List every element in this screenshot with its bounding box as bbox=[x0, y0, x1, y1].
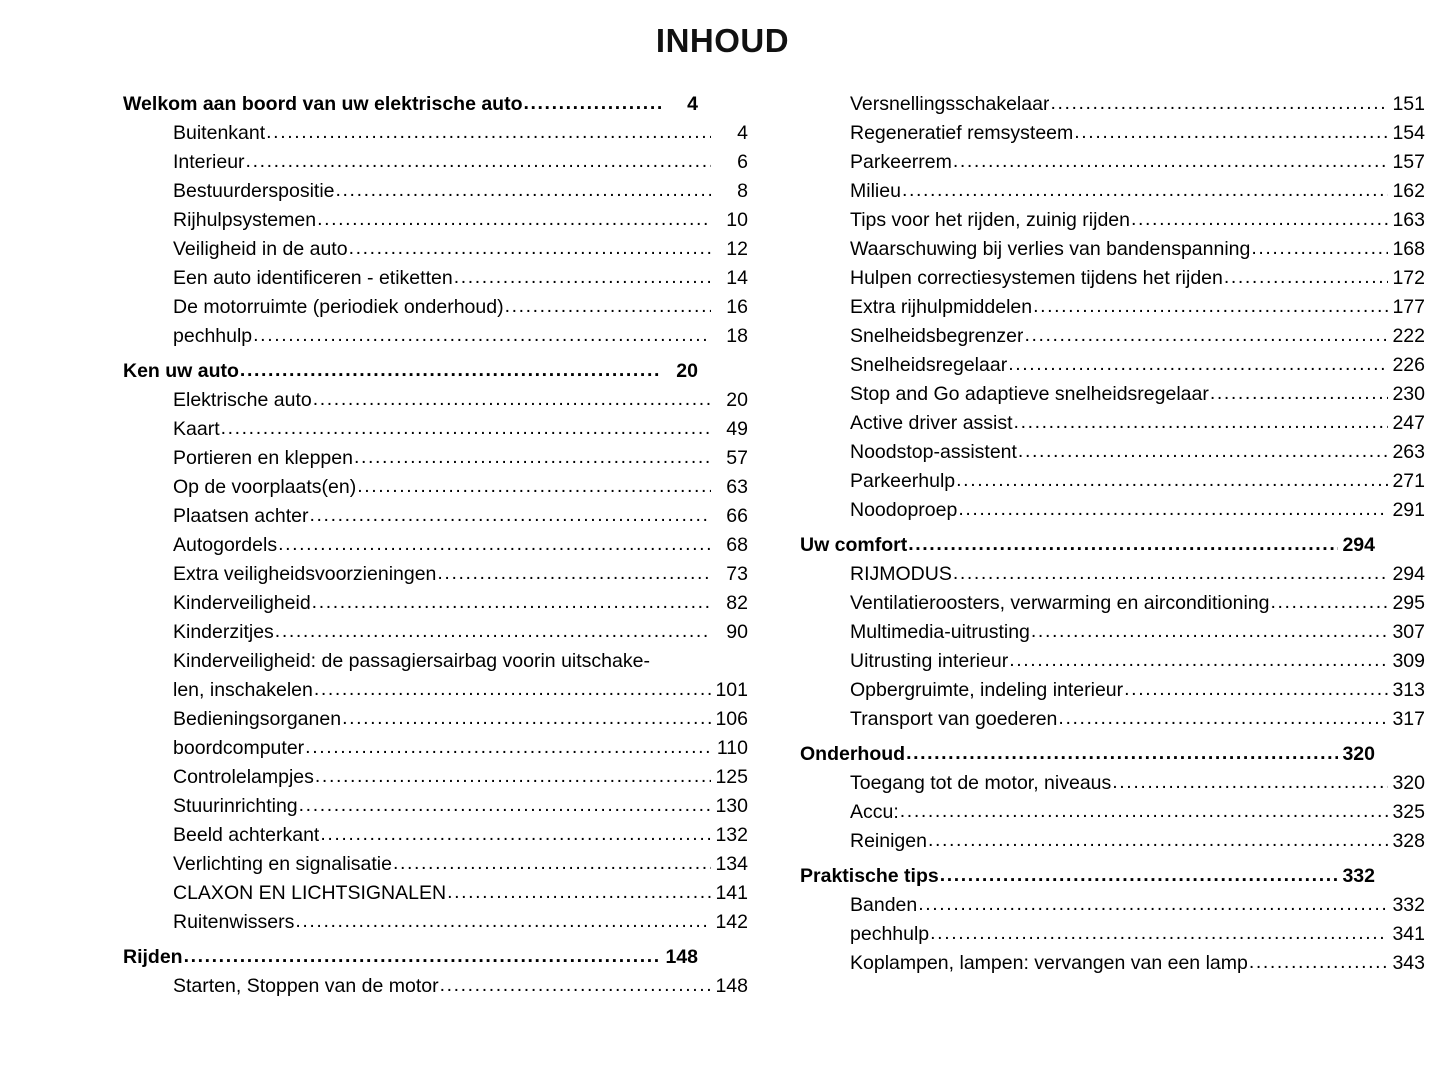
toc-entry-label: Beeld achterkant bbox=[173, 824, 320, 846]
toc-page-number: 162 bbox=[1392, 180, 1425, 202]
toc-page-number: 294 bbox=[1392, 563, 1425, 585]
toc-entry-label: Controlelampjes bbox=[173, 766, 314, 788]
toc-page-number: 68 bbox=[726, 534, 748, 556]
toc-page-number: 151 bbox=[1392, 93, 1425, 115]
toc-dot-leader bbox=[295, 907, 711, 936]
toc-dot-leader bbox=[342, 704, 711, 733]
toc-section-entry[interactable] bbox=[123, 90, 698, 119]
toc-entry-label: Kinderzitjes bbox=[173, 621, 274, 643]
toc-entry-label: Transport van goederen bbox=[850, 708, 1058, 730]
toc-sub-entry[interactable] bbox=[800, 676, 1425, 705]
toc-dot-leader bbox=[1074, 118, 1388, 147]
toc-dot-leader bbox=[440, 971, 711, 1000]
toc-entry-label: Multimedia-uitrusting bbox=[850, 621, 1030, 643]
toc-sub-entry[interactable] bbox=[123, 763, 748, 792]
toc-page-number: 309 bbox=[1392, 650, 1425, 672]
toc-dot-leader bbox=[505, 292, 711, 321]
toc-dot-leader bbox=[314, 675, 711, 704]
toc-sub-entry[interactable] bbox=[123, 908, 748, 937]
toc-entry-label: Uitrusting interieur bbox=[850, 650, 1009, 672]
toc-page-number: 291 bbox=[1392, 499, 1425, 521]
toc-entry-label: Op de voorplaats(en) bbox=[173, 476, 357, 498]
toc-sub-entry[interactable] bbox=[123, 386, 748, 415]
toc-page-number: 328 bbox=[1392, 830, 1425, 852]
toc-dot-leader bbox=[437, 559, 711, 588]
page-title: INHOUD bbox=[655, 22, 790, 59]
toc-dot-leader bbox=[317, 205, 711, 234]
toc-page-number: 18 bbox=[726, 325, 748, 347]
toc-sub-entry[interactable] bbox=[123, 502, 748, 531]
toc-page-number: 130 bbox=[715, 795, 748, 817]
toc-sub-entry[interactable] bbox=[123, 119, 748, 148]
toc-sub-entry[interactable] bbox=[800, 235, 1425, 264]
toc-entry-label: Veiligheid in de auto bbox=[173, 238, 348, 260]
toc-sub-entry[interactable] bbox=[123, 206, 748, 235]
toc-dot-leader bbox=[1018, 437, 1388, 466]
toc-entry-label: Snelheidsregelaar bbox=[850, 354, 1008, 376]
toc-page-number: 10 bbox=[726, 209, 748, 231]
toc-sub-entry[interactable] bbox=[800, 206, 1425, 235]
toc-sub-entry[interactable] bbox=[123, 792, 748, 821]
toc-sub-entry[interactable] bbox=[123, 235, 748, 264]
toc-entry-label: Rijhulpsystemen bbox=[173, 209, 317, 231]
toc-column-left bbox=[123, 90, 748, 1001]
toc-dot-leader bbox=[393, 849, 711, 878]
toc-entry-label: Regeneratief remsysteem bbox=[850, 122, 1074, 144]
toc-sub-entry[interactable] bbox=[123, 444, 748, 473]
toc-page-number: 6 bbox=[737, 151, 748, 173]
toc-sub-entry[interactable] bbox=[123, 560, 748, 589]
toc-page-number: 134 bbox=[715, 853, 748, 875]
toc-section-entry[interactable] bbox=[123, 943, 698, 972]
toc-section-entry[interactable] bbox=[800, 862, 1375, 891]
toc-page-number: 125 bbox=[715, 766, 748, 788]
toc-dot-leader bbox=[305, 733, 711, 762]
toc-page-number: 8 bbox=[737, 180, 748, 202]
toc-sub-entry[interactable] bbox=[123, 264, 748, 293]
toc-sub-entry[interactable] bbox=[123, 972, 748, 1001]
toc-dot-leader bbox=[221, 414, 711, 443]
toc-entry-label: pechhulp bbox=[850, 923, 930, 945]
toc-dot-leader bbox=[246, 147, 711, 176]
toc-page-number: 263 bbox=[1392, 441, 1425, 463]
toc-entry-label: Welkom aan boord van uw elektrische auto bbox=[123, 93, 523, 115]
toc-sub-entry[interactable] bbox=[800, 438, 1425, 467]
toc-dot-leader bbox=[1251, 234, 1388, 263]
toc-sub-entry[interactable] bbox=[800, 293, 1425, 322]
toc-dot-leader bbox=[336, 176, 711, 205]
toc-entry-label: Noodoproep bbox=[850, 499, 958, 521]
toc-page-number: 247 bbox=[1392, 412, 1425, 434]
toc-page-number: 101 bbox=[715, 679, 748, 701]
toc-page-number: 295 bbox=[1392, 592, 1425, 614]
toc-dot-leader bbox=[315, 762, 711, 791]
toc-entry-label: CLAXON EN LICHTSIGNALEN bbox=[173, 882, 447, 904]
toc-entry-label: Starten, Stoppen van de motor bbox=[173, 975, 439, 997]
toc-dot-leader bbox=[1112, 768, 1388, 797]
toc-page-number: 4 bbox=[687, 93, 698, 115]
toc-page-number: 20 bbox=[726, 389, 748, 411]
toc-page-number: 341 bbox=[1392, 923, 1425, 945]
toc-page-number: 57 bbox=[726, 447, 748, 469]
toc-sub-entry[interactable] bbox=[123, 148, 748, 177]
toc-sub-entry[interactable] bbox=[123, 676, 748, 705]
toc-entry-label: Bestuurderspositie bbox=[173, 180, 335, 202]
toc-sub-entry[interactable] bbox=[800, 322, 1425, 351]
toc-sub-entry[interactable] bbox=[123, 322, 748, 351]
toc-page-number: 313 bbox=[1392, 679, 1425, 701]
toc-dot-leader bbox=[1224, 263, 1388, 292]
toc-dot-leader bbox=[354, 443, 711, 472]
toc-page-number: 332 bbox=[1392, 894, 1425, 916]
toc-sub-entry[interactable] bbox=[123, 618, 748, 647]
toc-column-right bbox=[800, 90, 1425, 978]
toc-page-number: 157 bbox=[1392, 151, 1425, 173]
toc-dot-leader bbox=[447, 878, 711, 907]
toc-sub-entry[interactable] bbox=[800, 798, 1425, 827]
toc-entry-label: Parkeerrem bbox=[850, 151, 952, 173]
toc-sub-entry[interactable] bbox=[800, 119, 1425, 148]
toc-dot-leader bbox=[900, 797, 1388, 826]
toc-entry-label: Tips voor het rijden, zuinig rijden bbox=[850, 209, 1130, 231]
toc-sub-entry[interactable] bbox=[800, 769, 1425, 798]
toc-entry-label: Extra rijhulpmiddelen bbox=[850, 296, 1033, 318]
toc-dot-leader bbox=[349, 234, 711, 263]
toc-dot-leader bbox=[1050, 89, 1388, 118]
toc-entry-label: Noodstop-assistent bbox=[850, 441, 1017, 463]
toc-sub-entry[interactable] bbox=[123, 879, 748, 908]
toc-dot-leader bbox=[1210, 379, 1388, 408]
toc-entry-label: RIJMODUS bbox=[850, 563, 952, 585]
toc-sub-entry[interactable] bbox=[800, 618, 1425, 647]
toc-entry-label: Parkeerhulp bbox=[850, 470, 956, 492]
toc-sub-entry[interactable] bbox=[800, 351, 1425, 380]
toc-entry-label: De motorruimte (periodiek onderhoud) bbox=[173, 296, 504, 318]
toc-entry-label: Portieren en kleppen bbox=[173, 447, 353, 469]
toc-sub-entry[interactable] bbox=[800, 148, 1425, 177]
toc-page-number: 230 bbox=[1392, 383, 1425, 405]
toc-sub-entry[interactable] bbox=[123, 647, 748, 676]
toc-dot-leader bbox=[278, 530, 711, 559]
toc-dot-leader bbox=[1058, 704, 1388, 733]
toc-sub-entry[interactable] bbox=[123, 705, 748, 734]
toc-dot-leader bbox=[1014, 408, 1388, 437]
toc-sub-entry[interactable] bbox=[800, 90, 1425, 119]
toc-page-number: 172 bbox=[1392, 267, 1425, 289]
toc-entry-label: Stuurinrichting bbox=[173, 795, 298, 817]
toc-sub-entry[interactable] bbox=[123, 177, 748, 206]
toc-entry-label: Rijden bbox=[123, 946, 183, 968]
toc-entry-label: Toegang tot de motor, niveaus bbox=[850, 772, 1112, 794]
toc-dot-leader bbox=[1008, 350, 1388, 379]
toc-entry-label: Kinderveiligheid: de passagiersairbag voorin uitschake- bbox=[173, 650, 650, 672]
toc-page-number: 12 bbox=[726, 238, 748, 260]
toc-dot-leader bbox=[902, 176, 1388, 205]
toc-sub-entry[interactable] bbox=[123, 531, 748, 560]
toc-page-number: 82 bbox=[726, 592, 748, 614]
toc-entry-label: Extra veiligheidsvoorzieningen bbox=[173, 563, 437, 585]
toc-sub-entry[interactable] bbox=[800, 949, 1425, 978]
toc-sub-entry[interactable] bbox=[123, 850, 748, 879]
toc-entry-label: Elektrische auto bbox=[173, 389, 312, 411]
toc-dot-leader bbox=[320, 820, 711, 849]
toc-entry-label: Ventilatieroosters, verwarming en airconditioning bbox=[850, 592, 1270, 614]
toc-sub-entry[interactable] bbox=[800, 589, 1425, 618]
toc-page-number: 20 bbox=[676, 360, 698, 382]
toc-sub-entry[interactable] bbox=[800, 177, 1425, 206]
toc-page-number: 14 bbox=[726, 267, 748, 289]
toc-entry-label: pechhulp bbox=[173, 325, 253, 347]
toc-entry-label: Kaart bbox=[173, 418, 220, 440]
toc-dot-leader bbox=[930, 919, 1388, 948]
toc-dot-leader bbox=[1009, 646, 1388, 675]
toc-dot-leader bbox=[1131, 205, 1388, 234]
toc-sub-entry[interactable] bbox=[123, 415, 748, 444]
toc-dot-leader bbox=[1031, 617, 1388, 646]
toc-entry-label: Waarschuwing bij verlies van bandenspanning bbox=[850, 238, 1251, 260]
toc-dot-leader bbox=[940, 861, 1338, 890]
toc-page-number: 307 bbox=[1392, 621, 1425, 643]
toc-dot-leader bbox=[184, 942, 661, 971]
toc-entry-label: Snelheidsbegrenzer bbox=[850, 325, 1024, 347]
toc-dot-leader bbox=[357, 472, 711, 501]
toc-entry-label: Ken uw auto bbox=[123, 360, 239, 382]
toc-dot-leader bbox=[1270, 588, 1388, 617]
toc-dot-leader bbox=[953, 559, 1388, 588]
toc-dot-leader bbox=[1033, 292, 1388, 321]
toc-entry-label: Koplampen, lampen: vervangen van een lamp bbox=[850, 952, 1248, 974]
toc-page-number: 4 bbox=[737, 122, 748, 144]
toc-dot-leader bbox=[524, 89, 662, 118]
toc-dot-leader bbox=[266, 118, 711, 147]
toc-dot-leader bbox=[953, 147, 1388, 176]
toc-sub-entry[interactable] bbox=[800, 827, 1425, 856]
toc-entry-label: Reinigen bbox=[850, 830, 927, 852]
toc-page-number: 317 bbox=[1392, 708, 1425, 730]
toc-dot-leader bbox=[312, 588, 711, 617]
toc-page-number: 63 bbox=[726, 476, 748, 498]
toc-page-number: 325 bbox=[1392, 801, 1425, 823]
toc-sub-entry[interactable] bbox=[800, 891, 1425, 920]
toc-entry-label: Banden bbox=[850, 894, 918, 916]
toc-entry-label: len, inschakelen bbox=[173, 679, 313, 701]
toc-page-number: 73 bbox=[726, 563, 748, 585]
toc-page-number: 163 bbox=[1392, 209, 1425, 231]
toc-dot-leader bbox=[1124, 675, 1388, 704]
toc-entry-label: Ruitenwissers bbox=[173, 911, 295, 933]
toc-sub-entry[interactable] bbox=[123, 293, 748, 322]
toc-entry-label: Buitenkant bbox=[173, 122, 266, 144]
toc-sub-entry[interactable] bbox=[800, 409, 1425, 438]
toc-sub-entry[interactable] bbox=[123, 473, 748, 502]
toc-dot-leader bbox=[1024, 321, 1388, 350]
toc-dot-leader bbox=[1249, 948, 1388, 977]
toc-dot-leader bbox=[313, 385, 711, 414]
toc-page-number: 141 bbox=[715, 882, 748, 904]
toc-dot-leader bbox=[918, 890, 1388, 919]
toc-dot-leader bbox=[310, 501, 711, 530]
toc-entry-label: boordcomputer bbox=[173, 737, 305, 759]
toc-entry-label: Versnellingsschakelaar bbox=[850, 93, 1050, 115]
toc-entry-label: Active driver assist bbox=[850, 412, 1013, 434]
toc-page-number: 226 bbox=[1392, 354, 1425, 376]
toc-page-number: 154 bbox=[1392, 122, 1425, 144]
toc-dot-leader bbox=[299, 791, 711, 820]
toc-dot-leader bbox=[956, 466, 1388, 495]
toc-dot-leader bbox=[454, 263, 711, 292]
toc-page-number: 343 bbox=[1392, 952, 1425, 974]
toc-sub-entry[interactable] bbox=[800, 705, 1425, 734]
toc-entry-label: Onderhoud bbox=[800, 743, 906, 765]
toc-page-number: 148 bbox=[665, 946, 698, 968]
toc-page-number: 148 bbox=[715, 975, 748, 997]
toc-page-number: 271 bbox=[1392, 470, 1425, 492]
toc-entry-label: Milieu bbox=[850, 180, 901, 202]
toc-sub-entry[interactable] bbox=[123, 589, 748, 618]
toc-entry-label: Een auto identificeren - etiketten bbox=[173, 267, 453, 289]
toc-entry-label: Autogordels bbox=[173, 534, 278, 556]
toc-dot-leader bbox=[928, 826, 1388, 855]
toc-entry-label: Verlichting en signalisatie bbox=[173, 853, 392, 875]
toc-entry-label: Bedieningsorganen bbox=[173, 708, 342, 730]
toc-dot-leader bbox=[908, 530, 1338, 559]
toc-sub-entry[interactable] bbox=[800, 920, 1425, 949]
toc-page-number: 168 bbox=[1392, 238, 1425, 260]
toc-entry-label: Interieur bbox=[173, 151, 245, 173]
toc-sub-entry[interactable] bbox=[123, 734, 748, 763]
toc-sub-entry[interactable] bbox=[800, 647, 1425, 676]
toc-page-number: 320 bbox=[1392, 772, 1425, 794]
toc-entry-label: Praktische tips bbox=[800, 865, 939, 887]
toc-page-number: 320 bbox=[1342, 743, 1375, 765]
toc-dot-leader bbox=[253, 321, 711, 350]
toc-page-number: 332 bbox=[1342, 865, 1375, 887]
toc-dot-leader bbox=[240, 356, 661, 385]
toc-entry-label: Opbergruimte, indeling interieur bbox=[850, 679, 1124, 701]
toc-sub-entry[interactable] bbox=[800, 380, 1425, 409]
toc-page-number: 142 bbox=[715, 911, 748, 933]
toc-page-number: 66 bbox=[726, 505, 748, 527]
toc-page-number: 222 bbox=[1392, 325, 1425, 347]
toc-page-number: 110 bbox=[716, 737, 748, 759]
toc-sub-entry[interactable] bbox=[123, 821, 748, 850]
toc-section-entry[interactable] bbox=[800, 740, 1375, 769]
toc-entry-label: Accu: bbox=[850, 801, 899, 823]
toc-page-number: 106 bbox=[715, 708, 748, 730]
toc-dot-leader bbox=[958, 495, 1388, 524]
toc-entry-label: Kinderveiligheid bbox=[173, 592, 311, 614]
toc-page-number: 294 bbox=[1342, 534, 1375, 556]
toc-page-number: 16 bbox=[726, 296, 748, 318]
toc-entry-label: Plaatsen achter bbox=[173, 505, 309, 527]
toc-section-entry[interactable] bbox=[123, 357, 698, 386]
toc-sub-entry[interactable] bbox=[800, 496, 1425, 525]
toc-section-entry[interactable] bbox=[800, 531, 1375, 560]
toc-sub-entry[interactable] bbox=[800, 467, 1425, 496]
toc-sub-entry[interactable] bbox=[800, 264, 1425, 293]
toc-page-number: 90 bbox=[726, 621, 748, 643]
toc-page-number: 49 bbox=[726, 418, 748, 440]
toc-sub-entry[interactable] bbox=[800, 560, 1425, 589]
toc-page-number: 177 bbox=[1392, 296, 1425, 318]
toc-entry-label: Hulpen correctiesystemen tijdens het rijden bbox=[850, 267, 1223, 289]
toc-dot-leader bbox=[906, 739, 1338, 768]
toc-dot-leader bbox=[275, 617, 711, 646]
toc-page-number: 132 bbox=[715, 824, 748, 846]
toc-entry-label: Stop and Go adaptieve snelheidsregelaar bbox=[850, 383, 1209, 405]
toc-entry-label: Uw comfort bbox=[800, 534, 908, 556]
